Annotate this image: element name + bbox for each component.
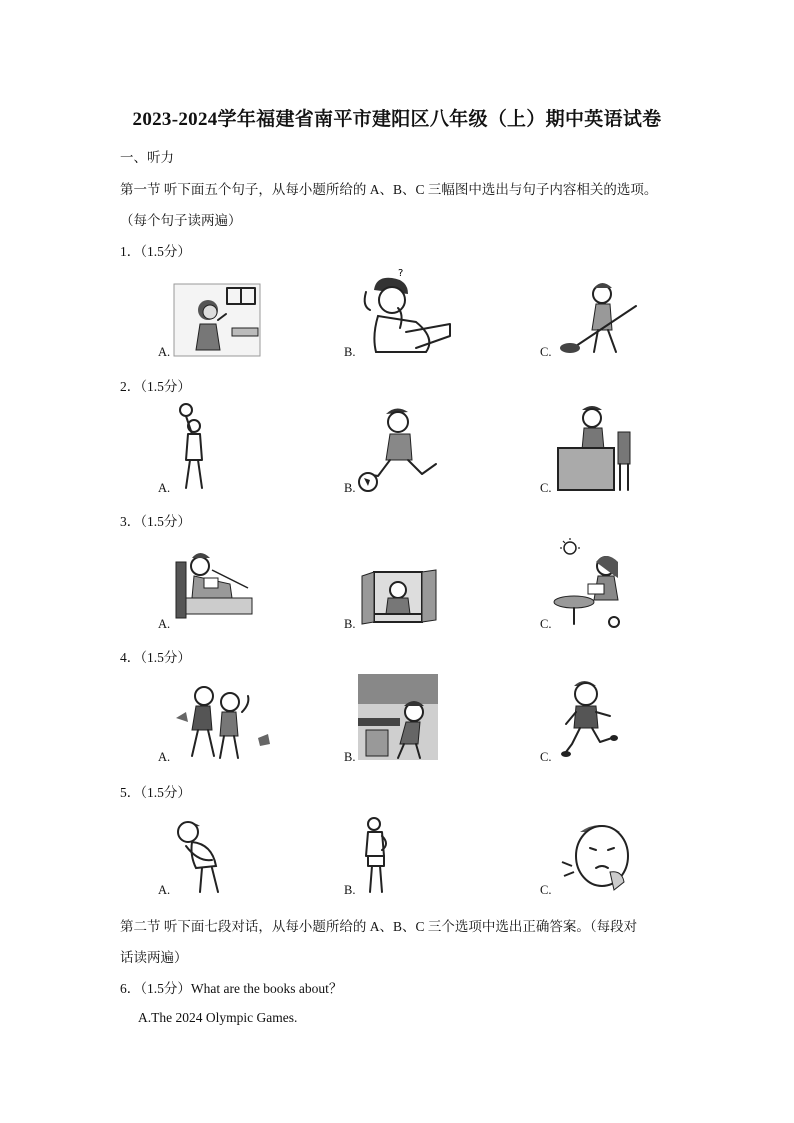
option-label: B.: [344, 750, 356, 764]
question-6-text: What are the books about？: [190, 981, 343, 996]
girl-thinking-icon: [356, 266, 452, 356]
boy-cleaning-room-icon: [358, 674, 438, 760]
option-label: C.: [540, 617, 552, 631]
question-6-option-a[interactable]: A.The 2024 Olympic Games.: [138, 1010, 298, 1025]
option-label: A.: [158, 750, 171, 764]
option-label: A.: [158, 481, 171, 495]
option-label: C.: [540, 345, 552, 359]
option-label: B.: [344, 617, 356, 631]
boy-playing-volleyball-icon: [172, 402, 216, 494]
girl-reading-outdoors-icon: [552, 538, 632, 628]
boy-reading-in-bed-icon: [172, 544, 256, 620]
option-label: B.: [344, 883, 356, 897]
part1-instruction: 第一节 听下面五个句子，从每小题所给的 A、B、C 三幅图中选出与句子内容相关的选项。: [120, 182, 658, 197]
option-label: A.: [158, 617, 171, 631]
option-label: C.: [540, 750, 552, 764]
boys-throwing-things-icon: [172, 682, 276, 760]
option-label: A.: [158, 883, 171, 897]
question-6: [120, 977, 342, 997]
page-title: 2023-2024学年福建省南平市建阳区八年级（上）期中英语试卷: [132, 109, 662, 130]
question-5-label: 5．（1.5分）: [120, 785, 191, 800]
question-6-label: 6．（1.5分）: [120, 981, 191, 996]
girl-brushing-teeth-icon: [172, 280, 262, 358]
question-1-label: 1．（1.5分）: [120, 244, 191, 259]
part1-note: （每个句子读两遍）: [120, 213, 242, 228]
question-4-label: 4．（1.5分）: [120, 650, 191, 665]
option-label: A.: [158, 345, 171, 359]
question-2-label: 2．（1.5分）: [120, 379, 191, 394]
option-label: B.: [344, 481, 356, 495]
girl-sweeping-icon: [556, 278, 640, 356]
part2-instruction-line2: 话读两遍）: [120, 950, 188, 965]
man-backache-icon: [360, 816, 394, 894]
man-stomachache-icon: [172, 816, 232, 894]
option-label: C.: [540, 883, 552, 897]
question-3-label: 3．（1.5分）: [120, 514, 191, 529]
section-heading: 一、听力: [120, 150, 174, 165]
boy-running-icon: [560, 676, 618, 760]
option-label: C.: [540, 481, 552, 495]
svg-text:?: ?: [398, 268, 404, 279]
part2-instruction-line1: 第二节 听下面七段对话，从每小题所给的 A、B、C 三个选项中选出正确答案。（每段对: [120, 919, 638, 934]
boy-kicking-football-icon: [356, 404, 454, 492]
boy-writing-at-desk-icon: [556, 404, 634, 492]
person-at-window-icon: [360, 568, 438, 626]
face-toothache-icon: [560, 820, 638, 894]
option-label: B.: [344, 345, 356, 359]
